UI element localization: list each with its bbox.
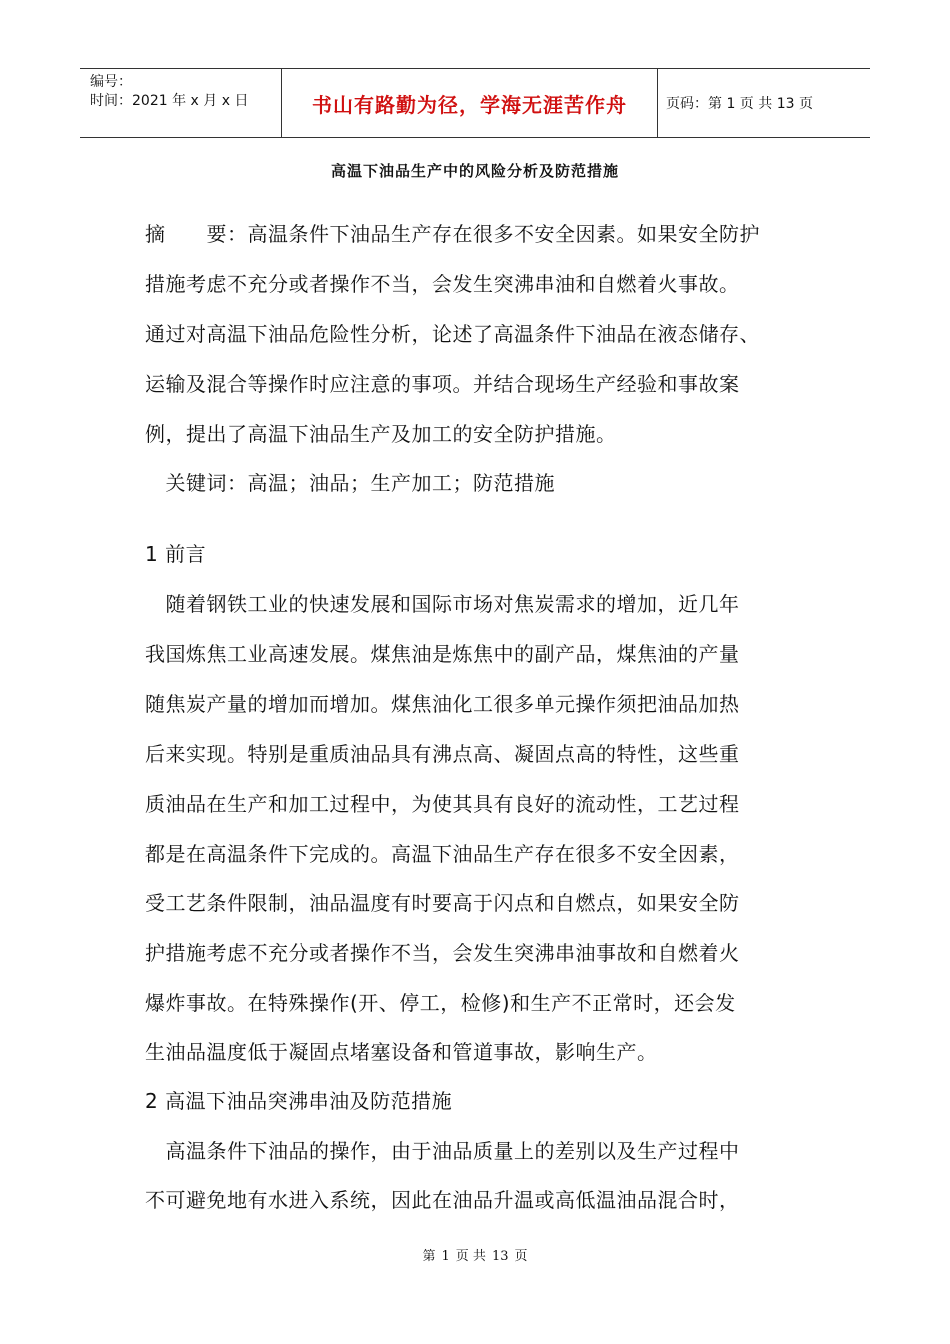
body-line: 随焦炭产量的增加而增加。煤焦油化工很多单元操作须把油品加热 bbox=[145, 692, 740, 716]
body-line: 运输及混合等操作时应注意的事项。并结合现场生产经验和事故案 bbox=[145, 372, 740, 396]
body-line: 不可避免地有水进入系统，因此在油品升温或高低温油品混合时， bbox=[145, 1188, 740, 1212]
body-line: 爆炸事故。在特殊操作(开、停工，检修)和生产不正常时，还会发 bbox=[145, 991, 736, 1015]
footer-label-mid: 页 共 bbox=[455, 1249, 486, 1264]
page-footer bbox=[0, 1245, 950, 1264]
body-line: 例，提出了高温下油品生产及加工的安全防护措施。 bbox=[145, 422, 617, 446]
footer-total: 13 bbox=[491, 1249, 509, 1264]
footer-page-num: 1 bbox=[441, 1249, 450, 1264]
body-line: 受工艺条件限制，油品温度有时要高于闪点和自燃点，如果安全防 bbox=[145, 891, 740, 915]
body-line: 我国炼焦工业高速发展。煤焦油是炼焦中的副产品，煤焦油的产量 bbox=[145, 642, 740, 666]
body-line: 都是在高温条件下完成的。高温下油品生产存在很多不安全因素， bbox=[145, 842, 740, 866]
body-line: 生油品温度低于凝固点堵塞设备和管道事故，影响生产。 bbox=[145, 1040, 658, 1064]
body-line: 质油品在生产和加工过程中，为使其具有良好的流动性，工艺过程 bbox=[145, 792, 740, 816]
document-title: 高温下油品生产中的风险分析及防范措施 bbox=[330, 162, 619, 180]
body-line: 措施考虑不充分或者操作不当，会发生突沸串油和自燃着火事故。 bbox=[145, 272, 740, 296]
footer-label-post: 页 bbox=[514, 1249, 528, 1264]
motto: 书山有路勤为径，学海无涯苦作舟 bbox=[281, 69, 658, 137]
keywords-line: 关键词：高温；油品；生产加工；防范措施 bbox=[145, 471, 555, 495]
body-line: 摘 要：高温条件下油品生产存在很多不安全因素。如果安全防护 bbox=[145, 222, 760, 246]
section-heading: 1 前言 bbox=[145, 542, 207, 566]
time-label: 时间：2021 年 x 月 x 日 bbox=[90, 93, 249, 109]
number-label: 编号： bbox=[90, 74, 132, 90]
page-info: 页码：第 1 页 共 13 页 bbox=[666, 96, 813, 112]
body-line: 随着钢铁工业的快速发展和国际市场对焦炭需求的增加，近几年 bbox=[145, 592, 740, 616]
body-line: 高温条件下油品的操作，由于油品质量上的差别以及生产过程中 bbox=[145, 1139, 740, 1163]
body-line: 通过对高温下油品危险性分析，论述了高温条件下油品在液态储存、 bbox=[145, 322, 760, 346]
body-line: 后来实现。特别是重质油品具有沸点高、凝固点高的特性，这些重 bbox=[145, 742, 740, 766]
footer-label-pre: 第 bbox=[422, 1249, 436, 1264]
body-line: 护措施考虑不充分或者操作不当，会发生突沸串油事故和自燃着火 bbox=[145, 941, 740, 965]
header-meta bbox=[80, 69, 281, 137]
header-table bbox=[80, 68, 870, 138]
section-heading: 2 高温下油品突沸串油及防范措施 bbox=[145, 1089, 453, 1113]
